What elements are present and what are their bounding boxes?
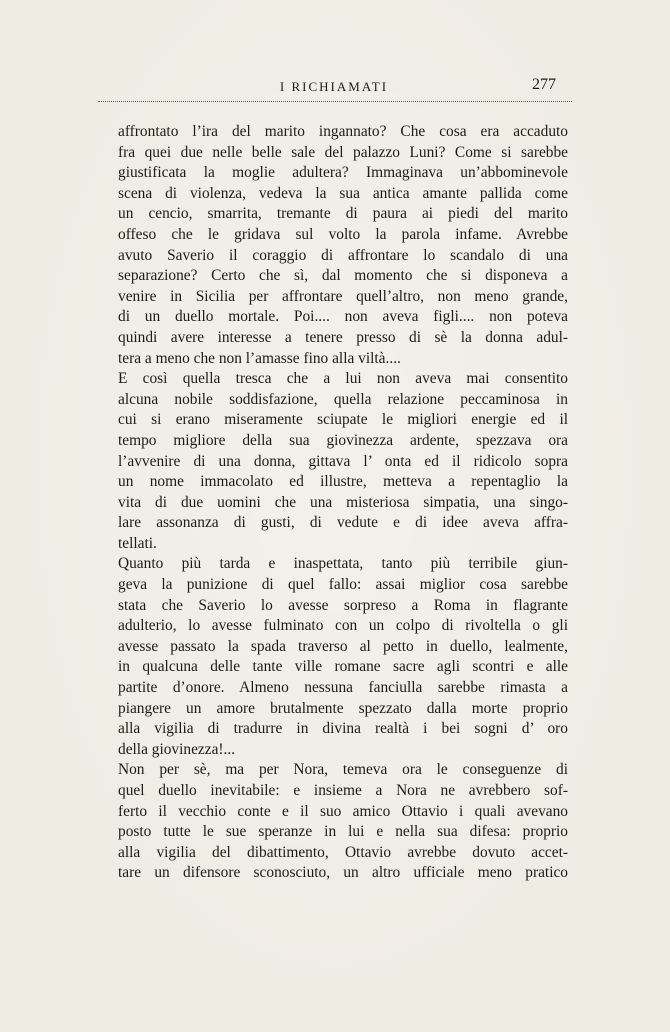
text-line: fra quei due nelle belle sale del palazzo Luni? Come si sarebbe [118, 143, 568, 161]
text-line: E così quella tresca che a lui non aveva mai consentito [118, 370, 568, 388]
text-line: scena di violenza, vedeva la sua antica amante pallida come [118, 184, 568, 202]
text-line: avuto Saverio il coraggio di affrontare lo scandalo di una [118, 246, 568, 264]
text-line: avesse passato la spada traverso al petto in duello, lealmente, [118, 637, 568, 655]
text-line: offeso che le gridava sul volto la parola infame. Avrebbe [118, 225, 568, 243]
text-line: tare un difensore sconosciuto, un altro ufficiale meno pratico [118, 864, 568, 882]
page-header [98, 76, 570, 98]
text-line: quindi avere interesse a tenere presso di sè la donna adul- [118, 328, 568, 346]
text-line: affrontato l’ira del marito ingannato? Che cosa era accaduto [118, 123, 568, 140]
running-title: I RICHIAMATI [279, 79, 389, 94]
text-line: posto tutte le sue speranze in lui e nella sua difesa: proprio [118, 823, 568, 841]
text-line: un nome immacolato ed illustre, metteva a repentaglio la [118, 473, 568, 491]
text-line: giustificata la moglie adultera? Immaginava un’abbominevole [118, 164, 568, 182]
text-line: separazione? Certo che sì, dal momento che si disponeva a [118, 267, 568, 285]
text-line: di un duello mortale. Poi.... non aveva figli.... non poteva [118, 308, 568, 326]
text-line: alla vigilia di tradurre in divina realtà i bei sogni d’ oro [118, 720, 568, 738]
text-line: lare assonanza di gusti, di vedute e di idee aveva affra- [118, 514, 568, 532]
text-line: cui si erano miseramente sciupate le migliori energie ed il [118, 411, 568, 429]
text-line: adulterio, lo avesse fulminato con un colpo di rivoltella o gli [118, 617, 568, 635]
page-number: 277 [532, 76, 556, 93]
body-text [118, 122, 568, 884]
text-line: Non per sè, ma per Nora, temeva ora le conseguenze di [118, 761, 568, 779]
text-line: alcuna nobile soddisfazione, quella relazione peccaminosa in [118, 390, 568, 408]
header-rule [98, 101, 572, 102]
text-line: venire in Sicilia per affrontare quell’altro, non meno grande, [118, 287, 568, 305]
text-line: ferto il vecchio conte e il suo amico Ottavio i quali avevano [118, 802, 568, 820]
text-line: stata che Saverio lo avesse sorpreso a Roma in flagrante [118, 596, 568, 614]
text-line: quel duello inevitabile: e insieme a Nora ne avrebbero sof- [118, 782, 568, 799]
text-line: alla vigilia del dibattimento, Ottavio avrebbe dovuto accet- [118, 843, 568, 861]
text-line: partite d’onore. Almeno nessuna fanciulla sarebbe rimasta a [118, 679, 568, 697]
text-line: geva la punizione di quel fallo: assai miglior cosa sarebbe [118, 576, 568, 594]
text-line: Quanto più tarda e inaspettata, tanto più terribile giun- [118, 555, 568, 573]
text-line: della giovinezza!... [118, 740, 236, 758]
text-line: vita di due uomini che una misteriosa simpatia, una singo- [118, 493, 568, 511]
text-line: tera a meno che non l’amasse fino alla viltà.... [118, 349, 401, 367]
text-line: tempo migliore della sua giovinezza ardente, spezzava ora [118, 431, 568, 449]
text-line: piangere un amore brutalmente spezzato dalla morte proprio [118, 699, 568, 717]
text-line: un cencio, smarrita, tremante di paura ai piedi del marito [118, 205, 568, 223]
text-line: l’avvenire di una donna, gittava l’ onta ed il ridicolo sopra [118, 452, 568, 470]
text-line: in qualcuna delle tante ville romane sacre agli scontri e alle [118, 658, 568, 676]
text-line: tellati. [118, 534, 157, 552]
